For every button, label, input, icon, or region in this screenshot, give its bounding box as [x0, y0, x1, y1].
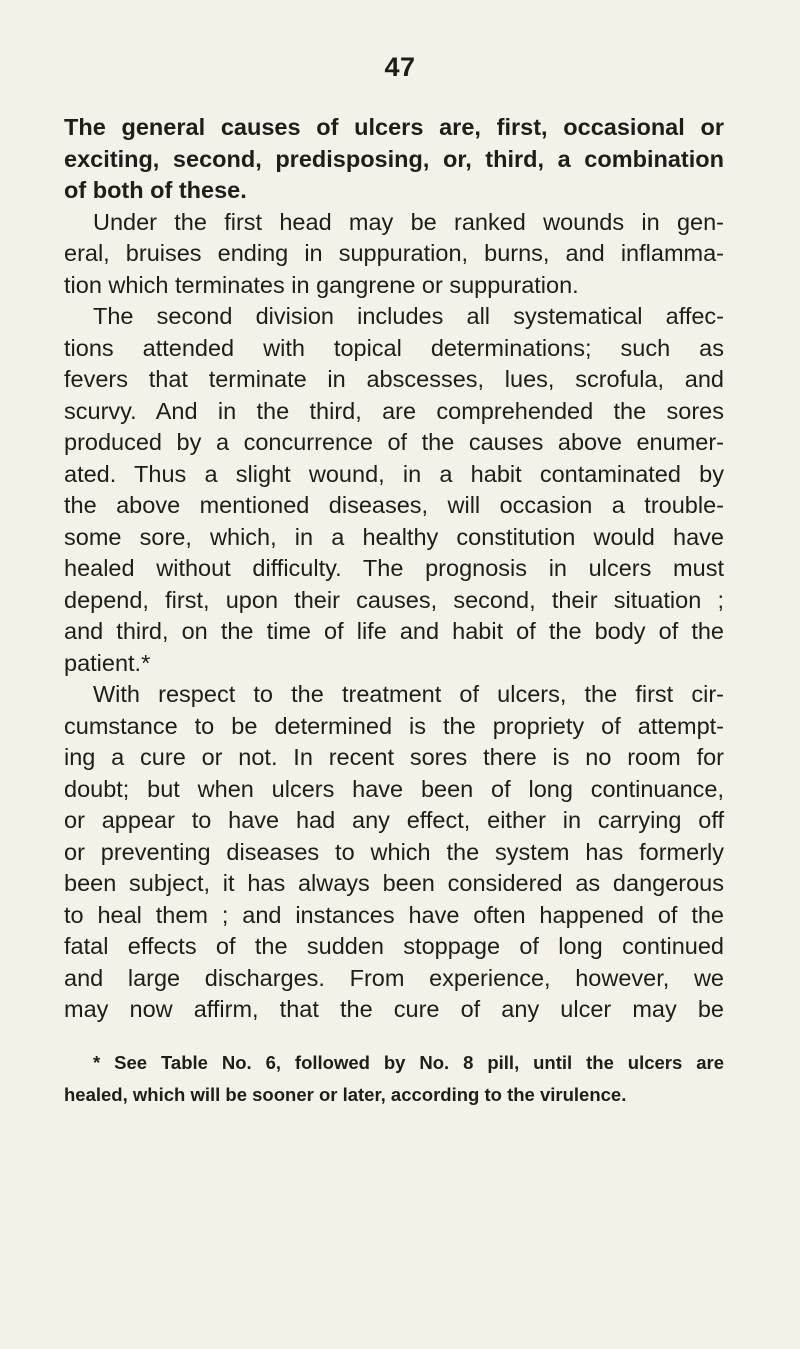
text-line: tions attended with topical determinations; such as: [64, 334, 724, 361]
footnote: [64, 1051, 724, 1114]
text-line: eral, bruises ending in suppuration, burns, and inflamma-: [64, 240, 724, 266]
text-line: healed without difficulty. The prognosis in ulcers must: [64, 555, 724, 581]
text-line: With respect to the treatment of ulcers, the first cir-: [93, 681, 724, 707]
text-line: doubt; but when ulcers have been of long continuance,: [64, 775, 724, 802]
text-line: The general causes of ulcers are, first, occasional or: [64, 114, 724, 140]
text-line: the above mentioned diseases, will occasion a trouble-: [64, 492, 724, 518]
text-line: cumstance to be determined is the propriety of attempt-: [64, 712, 724, 739]
text-line: been subject, it has always been considered as dangerous: [64, 870, 724, 896]
text-line: produced by a concurrence of the causes above enumer-: [64, 429, 724, 455]
footnote-line: healed, which will be sooner or later, according to the virulence.: [64, 1083, 627, 1105]
text-line: fevers that terminate in abscesses, lues, scrofula, and: [64, 366, 724, 392]
text-line: fatal effects of the sudden stoppage of long continued: [64, 933, 724, 959]
text-line: ated. Thus a slight wound, in a habit contaminated by: [64, 460, 724, 487]
text-line: The second division includes all systematical affec-: [93, 303, 724, 329]
paragraph: [64, 112, 724, 207]
text-line: Under the first head may be ranked wounds in gen-: [93, 208, 724, 235]
text-line: ing a cure or not. In recent sores there is no room for: [64, 744, 724, 770]
text-line: to heal them ; and instances have often happened of the: [64, 901, 724, 928]
text-line: may now affirm, that the cure of any ulcer may be: [64, 996, 724, 1022]
text-line: some sore, which, in a healthy constitution would have: [64, 523, 724, 550]
text-line: of both of these.: [64, 177, 247, 203]
text-line: and third, on the time of life and habit of the body of the: [64, 618, 724, 644]
text-line: exciting, second, predisposing, or, third, a combination: [64, 145, 724, 172]
text-line: patient.*: [64, 649, 151, 676]
paragraph: [64, 679, 724, 1026]
paragraph: [64, 207, 724, 302]
text-line: tion which terminates in gangrene or suppuration.: [64, 271, 579, 298]
page-number: 47: [384, 52, 416, 82]
text-line: or preventing diseases to which the system has formerly: [64, 838, 724, 865]
text-line: or appear to have had any effect, either in carrying off: [64, 807, 724, 833]
body-text: [64, 112, 724, 1026]
footnote-line: * See Table No. 6, followed by No. 8 pill, until the ulcers are: [93, 1052, 724, 1073]
paragraph: [64, 301, 724, 679]
text-line: scurvy. And in the third, are comprehended the sores: [64, 397, 724, 424]
text-line: and large discharges. From experience, however, we: [64, 964, 724, 991]
text-line: depend, first, upon their causes, second, their situation ;: [64, 586, 724, 613]
